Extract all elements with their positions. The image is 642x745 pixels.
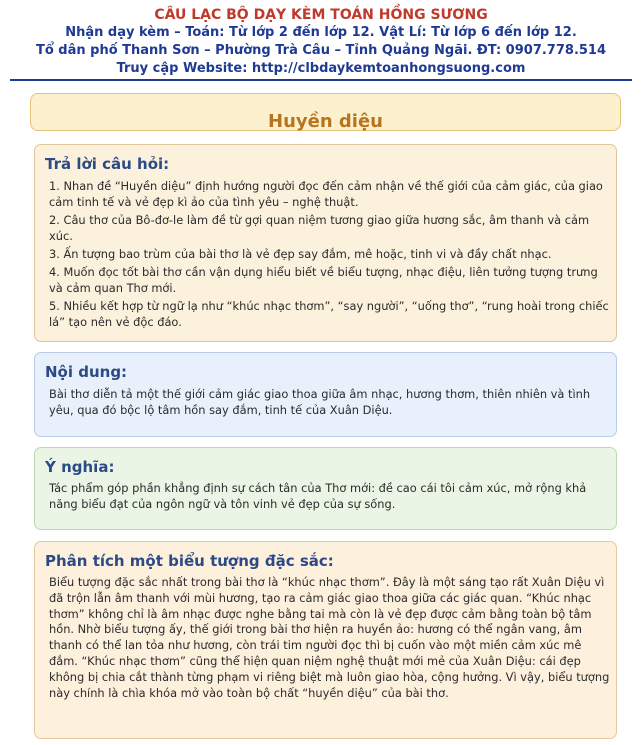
answer-item: 4. Muốn đọc tốt bài thơ cần vận dụng hiểu biết về biểu tượng, nhạc điệu, liên tưởng tượng trưng và cảm quan Thơ mới. <box>49 265 598 295</box>
analysis-heading: Phân tích một biểu tượng đặc sắc: <box>45 552 334 570</box>
answer-item: 1. Nhan đề “Huyền diệu” định hướng người đọc đến cảm nhận về thế giới của cảm giác, của giao cảm tinh tế và vẻ đẹp kì ảo của tình yêu – nghệ thuật. <box>49 179 603 209</box>
header-divider <box>10 79 632 81</box>
analysis-card <box>34 541 617 739</box>
content-card <box>34 352 617 437</box>
content-text: Bài thơ diễn tả một thế giới cảm giác giao thoa giữa âm nhạc, hương thơm, thiên nhiên và tình yêu, qua đó bộc lộ tâm hồn say đắm, tinh tế của Xuân Diệu. <box>49 387 591 417</box>
club-name: CÂU LẠC BỘ DẠY KÈM TOÁN HỒNG SƯƠNG <box>154 7 488 23</box>
meaning-card <box>34 447 617 530</box>
answer-item: 3. Ấn tượng bao trùm của bài thơ là vẻ đẹp say đắm, mê hoặc, tinh vi và đầy chất nhạc. <box>49 246 552 261</box>
page-title: Huyền diệu <box>268 111 383 132</box>
analysis-text: Biểu tượng đặc sắc nhất trong bài thơ là “khúc nhạc thơm”. Đây là một sáng tạo rất Xuân Diệu vì đã trộn lẫn âm thanh với mùi hương, tạo ra cảm giác giao thoa giữa các giác quan. “Khúc nhạc thơm” không chỉ là âm nhạc được nghe bằng tai mà còn là vẻ đẹp được cảm bằng toàn bộ tâm hồn. Nhờ biểu tượng ấy, thế giới trong bài thơ hiện ra huyền ảo: hương có thể ngân vang, âm thanh có thể lan tỏa như hương, còn trái tim người đọc thì bị cuốn vào một miền cảm xúc mê đắm. “Khúc nhạc thơm” cũng thể hiện quan niệm nghệ thuật mới mẻ của Xuân Diệu: cái đẹp không bị chia cắt thành từng phạm vi riêng biệt mà luôn giao hòa, cộng hưởng. Vì vậy, biểu tượng này chính là chìa khóa mở vào toàn bộ chất “huyền diệu” của bài thơ. <box>49 575 610 700</box>
answer-item: 5. Nhiều kết hợp từ ngữ lạ như “khúc nhạc thơm”, “say người”, “uống thơ”, “rung hoài trong chiếc lá” tạo nên vẻ độc đáo. <box>49 299 609 329</box>
answers-card <box>34 144 617 342</box>
page-header <box>0 6 642 78</box>
answer-item: 2. Câu thơ của Bô-đơ-le làm đề từ gợi quan niệm tương giao giữa hương sắc, âm thanh và cảm xúc. <box>49 212 590 243</box>
subjects-line: Nhận dạy kèm – Toán: Từ lớp 2 đến lớp 12. Vật Lí: Từ lớp 6 đến lớp 12. <box>65 25 577 40</box>
meaning-heading: Ý nghĩa: <box>45 458 115 476</box>
title-banner <box>30 93 621 131</box>
answers-heading: Trả lời câu hỏi: <box>45 155 170 173</box>
answers-list <box>49 179 609 333</box>
meaning-text: Tác phẩm góp phần khẳng định sự cách tân của Thơ mới: đề cao cái tôi cảm xúc, mở rộng khả năng biểu đạt của ngôn ngữ và tôn vinh vẻ đẹp của sự sống. <box>49 481 587 511</box>
address-line: Tổ dân phố Thanh Sơn – Phường Trà Câu – Tỉnh Quảng Ngãi. ĐT: 0907.778.514 <box>35 43 607 58</box>
website-line: Truy cập Website: http://clbdaykemtoanhongsuong.com <box>116 61 526 76</box>
content-heading: Nội dung: <box>45 363 128 381</box>
